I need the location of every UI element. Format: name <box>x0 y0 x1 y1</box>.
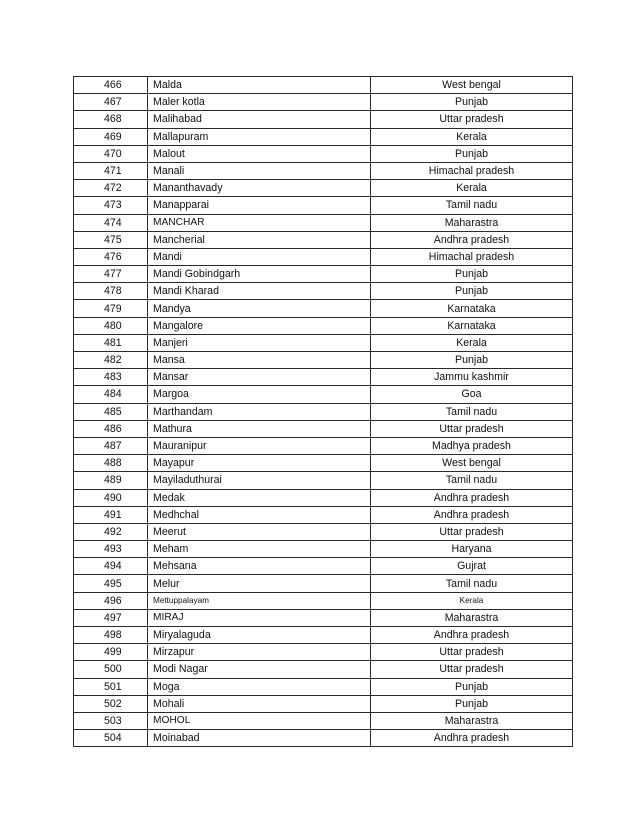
city-cell: Mauranipur <box>148 437 371 454</box>
state-cell: Uttar pradesh <box>371 523 573 540</box>
city-cell: Medak <box>148 489 371 506</box>
state-cell: Karnataka <box>371 317 573 334</box>
state-cell: Andhra pradesh <box>371 627 573 644</box>
row-number-cell: 502 <box>74 695 148 712</box>
row-number-cell: 497 <box>74 609 148 626</box>
table-row <box>74 472 573 489</box>
city-cell: Meham <box>148 541 371 558</box>
row-number-cell: 501 <box>74 678 148 695</box>
city-cell: Mettuppalayam <box>148 592 371 609</box>
city-cell: Mehsana <box>148 558 371 575</box>
city-cell: Marthandam <box>148 403 371 420</box>
city-cell: Mangalore <box>148 317 371 334</box>
table-row <box>74 266 573 283</box>
row-number-cell: 482 <box>74 352 148 369</box>
table-row <box>74 369 573 386</box>
row-number-cell: 491 <box>74 506 148 523</box>
table-row <box>74 94 573 111</box>
city-cell: Mandya <box>148 300 371 317</box>
table-row <box>74 128 573 145</box>
table-row <box>74 300 573 317</box>
city-cell: Mandi Kharad <box>148 283 371 300</box>
state-cell: Kerala <box>371 180 573 197</box>
city-cell: Manali <box>148 162 371 179</box>
city-cell: Mirzapur <box>148 644 371 661</box>
state-cell: Tamil nadu <box>371 197 573 214</box>
table-row <box>74 77 573 94</box>
state-cell: Maharastra <box>371 214 573 231</box>
city-cell: Mandi Gobindgarh <box>148 266 371 283</box>
city-cell: MIRAJ <box>148 609 371 626</box>
row-number-cell: 499 <box>74 644 148 661</box>
state-cell: Madhya pradesh <box>371 437 573 454</box>
state-cell: Punjab <box>371 266 573 283</box>
row-number-cell: 472 <box>74 180 148 197</box>
row-number-cell: 470 <box>74 145 148 162</box>
row-number-cell: 489 <box>74 472 148 489</box>
state-cell: Andhra pradesh <box>371 231 573 248</box>
state-cell: Kerala <box>371 128 573 145</box>
state-cell: Tamil nadu <box>371 575 573 592</box>
city-cell: Malihabad <box>148 111 371 128</box>
table-row <box>74 420 573 437</box>
city-cell: Manjeri <box>148 334 371 351</box>
table-row <box>74 627 573 644</box>
state-cell: Himachal pradesh <box>371 248 573 265</box>
row-number-cell: 500 <box>74 661 148 678</box>
city-cell: Miryalaguda <box>148 627 371 644</box>
table-row <box>74 283 573 300</box>
state-cell: Punjab <box>371 695 573 712</box>
city-cell: Mayiladuthurai <box>148 472 371 489</box>
row-number-cell: 490 <box>74 489 148 506</box>
table-row <box>74 558 573 575</box>
row-number-cell: 478 <box>74 283 148 300</box>
table-row <box>74 712 573 729</box>
row-number-cell: 504 <box>74 730 148 747</box>
table-row <box>74 506 573 523</box>
state-cell: Punjab <box>371 145 573 162</box>
city-cell: Mananthavady <box>148 180 371 197</box>
state-cell: Gujrat <box>371 558 573 575</box>
state-cell: Goa <box>371 386 573 403</box>
city-cell: Mansa <box>148 352 371 369</box>
state-cell: Kerala <box>371 592 573 609</box>
city-cell: MOHOL <box>148 712 371 729</box>
table-row <box>74 523 573 540</box>
table-row <box>74 248 573 265</box>
row-number-cell: 493 <box>74 541 148 558</box>
table-row <box>74 678 573 695</box>
city-cell: Meerut <box>148 523 371 540</box>
row-number-cell: 468 <box>74 111 148 128</box>
city-cell: Modi Nagar <box>148 661 371 678</box>
table-row <box>74 489 573 506</box>
row-number-cell: 483 <box>74 369 148 386</box>
table-row <box>74 231 573 248</box>
city-cell: Mathura <box>148 420 371 437</box>
row-number-cell: 481 <box>74 334 148 351</box>
state-cell: Punjab <box>371 283 573 300</box>
table-row <box>74 455 573 472</box>
state-cell: Punjab <box>371 94 573 111</box>
table-row <box>74 575 573 592</box>
row-number-cell: 503 <box>74 712 148 729</box>
city-state-table <box>73 76 573 747</box>
state-cell: Karnataka <box>371 300 573 317</box>
table-row <box>74 145 573 162</box>
state-cell: Haryana <box>371 541 573 558</box>
state-cell: Andhra pradesh <box>371 489 573 506</box>
row-number-cell: 495 <box>74 575 148 592</box>
table-row <box>74 214 573 231</box>
state-cell: Uttar pradesh <box>371 644 573 661</box>
row-number-cell: 488 <box>74 455 148 472</box>
table-row <box>74 541 573 558</box>
table-row <box>74 197 573 214</box>
state-cell: Himachal pradesh <box>371 162 573 179</box>
city-cell: Mohali <box>148 695 371 712</box>
table-row <box>74 644 573 661</box>
table-row <box>74 609 573 626</box>
row-number-cell: 479 <box>74 300 148 317</box>
state-cell: Uttar pradesh <box>371 661 573 678</box>
row-number-cell: 474 <box>74 214 148 231</box>
city-cell: Moinabad <box>148 730 371 747</box>
state-cell: Jammu kashmir <box>371 369 573 386</box>
table-row <box>74 695 573 712</box>
table-row <box>74 592 573 609</box>
state-cell: Tamil nadu <box>371 472 573 489</box>
table-row <box>74 403 573 420</box>
city-cell: Mayapur <box>148 455 371 472</box>
city-cell: Mancherial <box>148 231 371 248</box>
row-number-cell: 467 <box>74 94 148 111</box>
row-number-cell: 466 <box>74 77 148 94</box>
state-cell: Andhra pradesh <box>371 730 573 747</box>
row-number-cell: 496 <box>74 592 148 609</box>
state-cell: Tamil nadu <box>371 403 573 420</box>
row-number-cell: 476 <box>74 248 148 265</box>
city-cell: Melur <box>148 575 371 592</box>
table-row <box>74 334 573 351</box>
row-number-cell: 477 <box>74 266 148 283</box>
row-number-cell: 486 <box>74 420 148 437</box>
table-row <box>74 352 573 369</box>
city-cell: Maler kotla <box>148 94 371 111</box>
table-row <box>74 386 573 403</box>
state-cell: Maharastra <box>371 609 573 626</box>
table-row <box>74 730 573 747</box>
row-number-cell: 484 <box>74 386 148 403</box>
state-cell: Maharastra <box>371 712 573 729</box>
city-cell: Mandi <box>148 248 371 265</box>
state-cell: Punjab <box>371 352 573 369</box>
city-cell: Malda <box>148 77 371 94</box>
table-row <box>74 162 573 179</box>
table-row <box>74 317 573 334</box>
table-row <box>74 661 573 678</box>
table-row <box>74 111 573 128</box>
city-cell: Margoa <box>148 386 371 403</box>
state-cell: Uttar pradesh <box>371 420 573 437</box>
state-cell: West bengal <box>371 455 573 472</box>
state-cell: Andhra pradesh <box>371 506 573 523</box>
row-number-cell: 469 <box>74 128 148 145</box>
city-cell: Mansar <box>148 369 371 386</box>
state-cell: Punjab <box>371 678 573 695</box>
city-cell: MANCHAR <box>148 214 371 231</box>
table-row <box>74 180 573 197</box>
row-number-cell: 494 <box>74 558 148 575</box>
row-number-cell: 480 <box>74 317 148 334</box>
row-number-cell: 475 <box>74 231 148 248</box>
table-row <box>74 437 573 454</box>
state-cell: Kerala <box>371 334 573 351</box>
row-number-cell: 487 <box>74 437 148 454</box>
city-cell: Malout <box>148 145 371 162</box>
city-cell: Moga <box>148 678 371 695</box>
city-cell: Mallapuram <box>148 128 371 145</box>
city-cell: Manapparai <box>148 197 371 214</box>
state-cell: West bengal <box>371 77 573 94</box>
table-body <box>74 77 573 747</box>
state-cell: Uttar pradesh <box>371 111 573 128</box>
row-number-cell: 498 <box>74 627 148 644</box>
row-number-cell: 473 <box>74 197 148 214</box>
row-number-cell: 485 <box>74 403 148 420</box>
row-number-cell: 492 <box>74 523 148 540</box>
city-cell: Medhchal <box>148 506 371 523</box>
row-number-cell: 471 <box>74 162 148 179</box>
